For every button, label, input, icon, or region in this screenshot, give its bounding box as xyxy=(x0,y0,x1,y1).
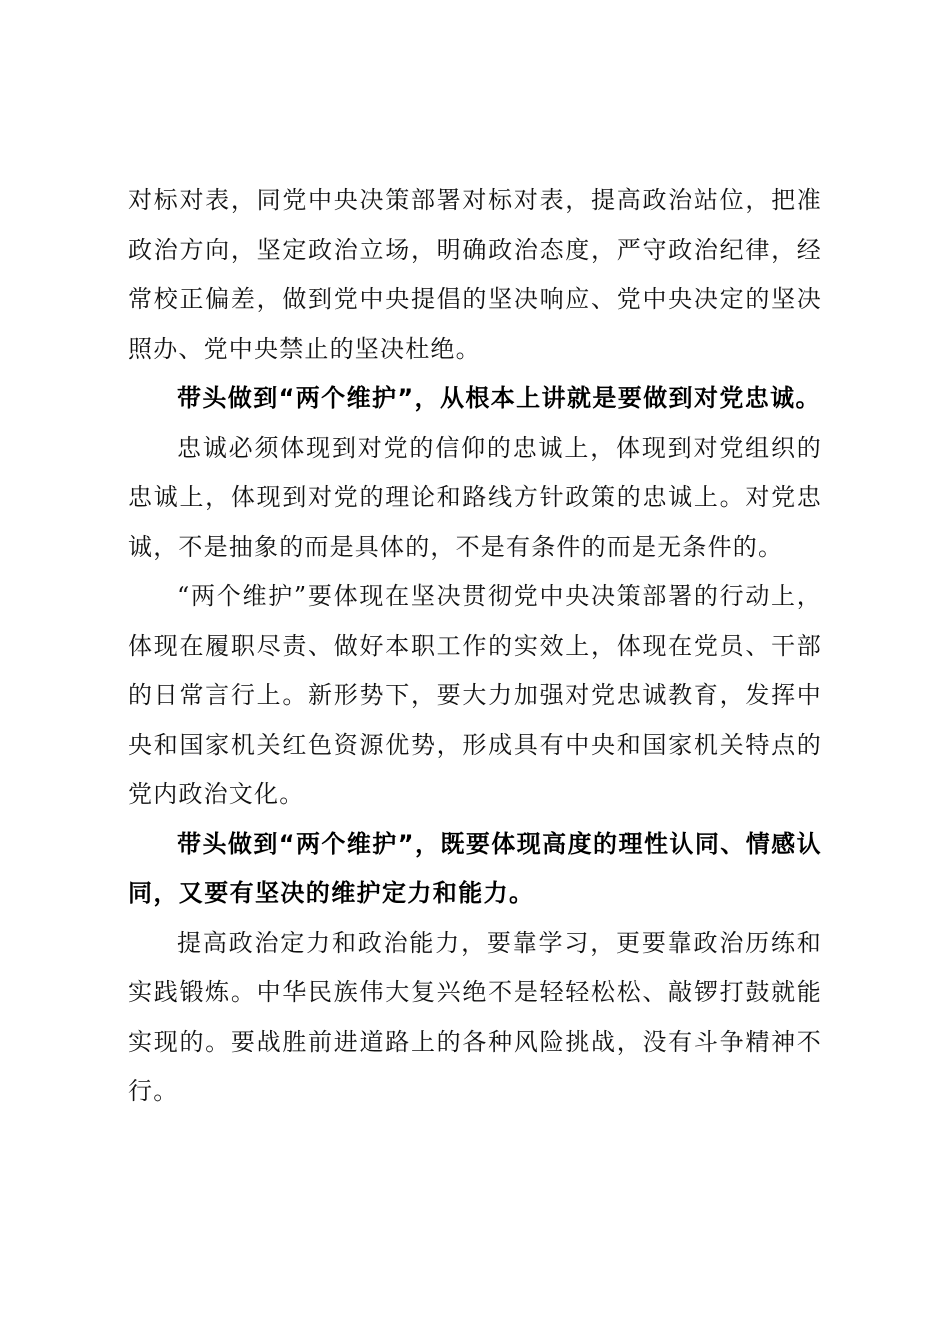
body-paragraph: 忠诚必须体现到对党的信仰的忠诚上，体现到对党组织的忠诚上，体现到对党的理论和路线方针政策的忠诚上。对党忠诚，不是抽象的而是具体的，不是有条件的而是无条件的。 xyxy=(128,433,822,561)
document-body xyxy=(128,176,822,1117)
body-paragraph: “两个维护”要体现在坚决贯彻党中央决策部署的行动上，体现在履职尽责、做好本职工作的实效上，体现在党员、干部的日常言行上。新形势下，要大力加强对党忠诚教育，发挥中央和国家机关红色资源优势，形成具有中央和国家机关特点的党内政治文化。 xyxy=(128,582,822,808)
body-paragraph: 对标对表，同党中央决策部署对标对表，提高政治站位，把准政治方向，坚定政治立场，明确政治态度，严守政治纪律，经常校正偏差，做到党中央提倡的坚决响应、党中央决定的坚决照办、党中央禁止的坚决杜绝。 xyxy=(128,186,822,363)
bold-heading-paragraph: 带头做到“两个维护”，从根本上讲就是要做到对党忠诚。 xyxy=(177,384,821,412)
bold-heading-paragraph: 带头做到“两个维护”，既要体现高度的理性认同、情感认同，又要有坚决的维护定力和能力。 xyxy=(128,829,822,907)
body-paragraph: 提高政治定力和政治能力，要靠学习，更要靠政治历练和实践锻炼。中华民族伟大复兴绝不是轻轻松松、敲锣打鼓就能实现的。要战胜前进道路上的各种风险挑战，没有斗争精神不行。 xyxy=(128,928,822,1105)
